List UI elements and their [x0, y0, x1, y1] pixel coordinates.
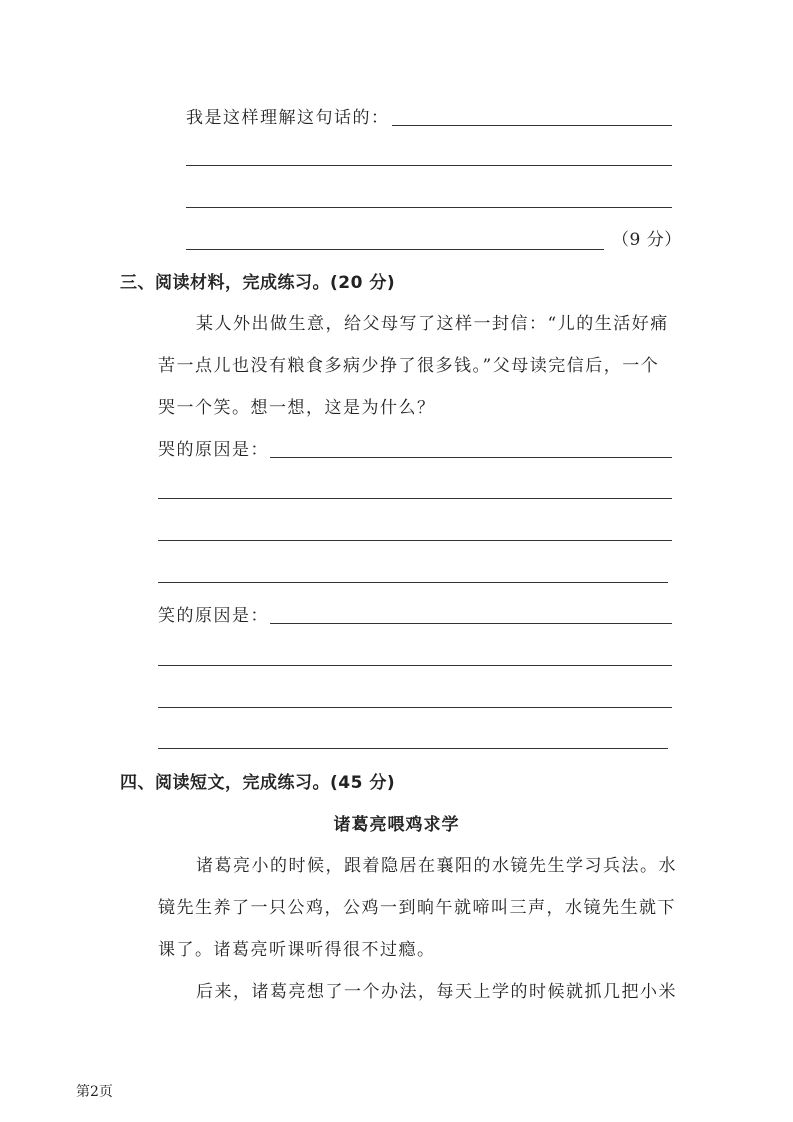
answer-blank-line[interactable]	[392, 125, 672, 126]
article-line: 诸葛亮小的时候，跟着隐居在襄阳的水镜先生学习兵法。水	[196, 856, 677, 876]
cry-answer-line[interactable]	[158, 498, 672, 499]
article-line: 镜先生养了一只公鸡，公鸡一到晌午就啼叫三声，水镜先生就下	[158, 898, 676, 918]
passage-line: 哭一个笑。想一想，这是为什么？	[158, 398, 436, 418]
passage-line: 苦一点儿也没有粮食多病少挣了很多钱。”父母读完信后，一个	[158, 356, 660, 376]
passage-line: 某人外出做生意，给父母写了这样一封信：“儿的生活好痛	[196, 314, 669, 334]
score-label: （9 分）	[612, 230, 682, 250]
laugh-answer-line[interactable]	[158, 748, 668, 749]
section-heading: 四、阅读短文，完成练习。(45 分)	[120, 773, 396, 793]
article-title: 诸葛亮喂鸡求学	[333, 815, 460, 835]
cry-answer-line[interactable]	[158, 540, 672, 541]
laugh-answer-line[interactable]	[158, 665, 672, 666]
answer-blank-line[interactable]	[186, 165, 672, 166]
laugh-answer-line[interactable]	[270, 623, 672, 624]
answer-prompt: 我是这样理解这句话的：	[186, 108, 390, 128]
cry-answer-line[interactable]	[158, 582, 668, 583]
laugh-reason-prompt: 笑的原因是：	[158, 606, 269, 626]
article-line: 课了。诸葛亮听课听得很不过瘾。	[158, 940, 436, 960]
cry-reason-prompt: 哭的原因是：	[158, 440, 269, 460]
section-heading: 三、阅读材料，完成练习。(20 分)	[120, 273, 396, 293]
answer-blank-line[interactable]	[186, 249, 604, 250]
cry-answer-line[interactable]	[270, 457, 672, 458]
laugh-answer-line[interactable]	[158, 707, 672, 708]
answer-blank-line[interactable]	[186, 207, 672, 208]
article-line: 后来，诸葛亮想了一个办法，每天上学的时候就抓几把小米	[196, 982, 677, 1002]
page-number: 第2页	[76, 1084, 113, 1100]
